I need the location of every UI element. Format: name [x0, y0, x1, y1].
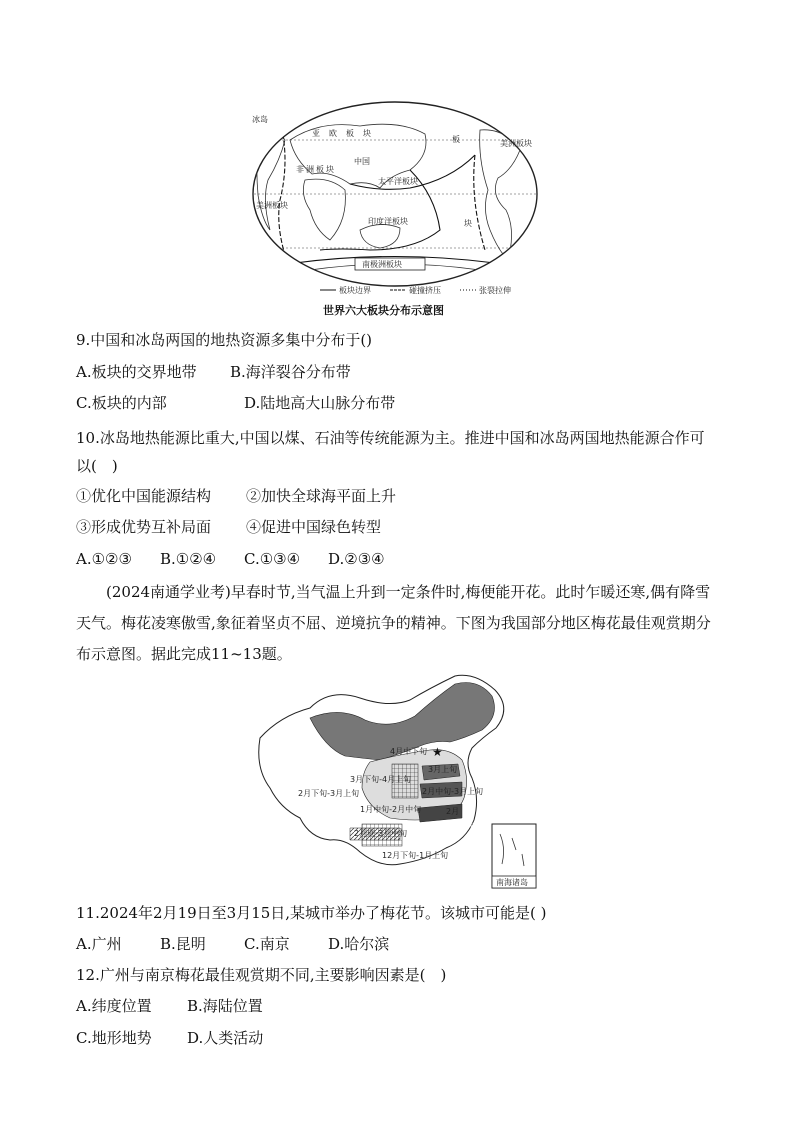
q10-statements-row2: [76, 517, 381, 537]
q10-option-b[interactable]: B.①②④: [160, 550, 217, 568]
label-pacific-left-ban: 板: [452, 135, 460, 144]
q10-options: [76, 549, 385, 569]
q12-option-c[interactable]: C.地形地势: [76, 1029, 152, 1047]
q10-option-a[interactable]: A.①②③: [76, 550, 132, 568]
q9-option-a[interactable]: A.板块的交界地带: [76, 363, 197, 381]
q12-option-d[interactable]: D.人类活动: [187, 1029, 264, 1047]
capital-star-icon: ★: [432, 745, 443, 759]
zone-label-8: 12月下旬-1月上旬: [382, 851, 449, 860]
q9-option-b[interactable]: B.海洋裂谷分布带: [230, 363, 351, 381]
q10-statement-1: ①优化中国能源结构: [76, 487, 212, 505]
q10-stem: 10.冰岛地热能源比重大,中国以煤、石油等传统能源为主。推进中国和冰岛两国地热能源合作可以( ): [76, 429, 705, 475]
label-african-plate: 非洲板块: [296, 165, 336, 174]
label-american-plate-left: 美洲板块: [256, 201, 288, 210]
legend-collision: 碰撞挤压: [409, 286, 441, 295]
q11-stem: 11.2024年2月19日至3月15日,某城市举办了梅花节。该城市可能是( ): [76, 904, 547, 922]
passage-11-13: (2024南通学业考)早春时节,当气温上升到一定条件时,梅便能开花。此时乍暖还寒,偶有降雪天气。梅花凌寒傲雪,象征着坚贞不屈、逆境抗争的精神。下图为我国部分地区梅花最佳观赏期分布示意图。据此完成11~13题。: [76, 583, 711, 663]
q10-option-d[interactable]: D.②③④: [328, 550, 385, 568]
q10-option-c[interactable]: C.①③④: [244, 550, 301, 568]
q11-option-a[interactable]: A.广州: [76, 935, 122, 953]
zone-label-10: 2月底-3月中旬: [354, 829, 408, 838]
q11-option-b[interactable]: B.昆明: [160, 935, 206, 953]
label-american-plate-right: 美洲板块: [500, 139, 532, 148]
q11-option-d[interactable]: D.哈尔滨: [328, 935, 390, 953]
q9-options-row1: [76, 362, 351, 382]
legend-rift: 张裂拉伸: [479, 286, 511, 295]
zone-label-5: 2月中旬-3月上旬: [422, 787, 484, 796]
legend-boundary: 板块边界: [339, 286, 371, 295]
zone-label-6: 1月中旬-2月中旬: [360, 805, 422, 814]
q12-options-row1: [76, 996, 263, 1016]
label-iceland: 冰岛: [252, 115, 268, 124]
label-indian-plate: 印度洋板块: [368, 217, 408, 226]
label-pacific-left-kuai: 块: [464, 219, 472, 228]
q12-option-a[interactable]: A.纬度位置: [76, 997, 152, 1015]
q11-option-c[interactable]: C.南京: [244, 935, 290, 953]
zone-label-4: 2月下旬-3月上旬: [298, 789, 360, 798]
china-plum-map: [250, 668, 546, 890]
q12-option-b[interactable]: B.海陆位置: [187, 997, 263, 1015]
q9-option-d[interactable]: D.陆地高大山脉分布带: [244, 394, 396, 412]
zone-label-7: 2月: [446, 807, 460, 816]
q10-statement-4: ④促进中国绿色转型: [246, 518, 382, 536]
q9-stem: 9.中国和冰岛两国的地热资源多集中分布于(): [76, 331, 373, 349]
q10-statement-3: ③形成优势互补局面: [76, 518, 212, 536]
label-eurasian-plate: 亚欧板块: [312, 129, 380, 138]
zone-label-2: 3月上旬: [428, 765, 458, 774]
q12-stem: 12.广州与南京梅花最佳观赏期不同,主要影响因素是( ): [76, 966, 447, 984]
label-pacific-plate: 太平洋板块: [378, 177, 418, 186]
q9-option-c[interactable]: C.板块的内部: [76, 394, 167, 412]
inset-south-china-sea: 南海诸岛: [496, 878, 528, 887]
q10-statement-2: ②加快全球海平面上升: [246, 487, 397, 505]
world-plate-map: [250, 100, 540, 298]
label-antarctic-plate: 南极洲板块: [362, 260, 402, 269]
label-china: 中国: [354, 157, 370, 166]
world-map-caption: 世界六大板块分布示意图: [323, 304, 444, 317]
q12-options-row2: [76, 1028, 263, 1048]
q11-options: [76, 934, 389, 954]
zone-label-1: 4月中下旬: [390, 747, 428, 756]
zone-label-9: 1月下旬-2月中旬: [422, 821, 484, 830]
zone-label-3: 3月下旬-4月上旬: [350, 775, 412, 784]
q10-statements-row1: [76, 486, 396, 506]
q9-options-row2: [76, 393, 395, 413]
